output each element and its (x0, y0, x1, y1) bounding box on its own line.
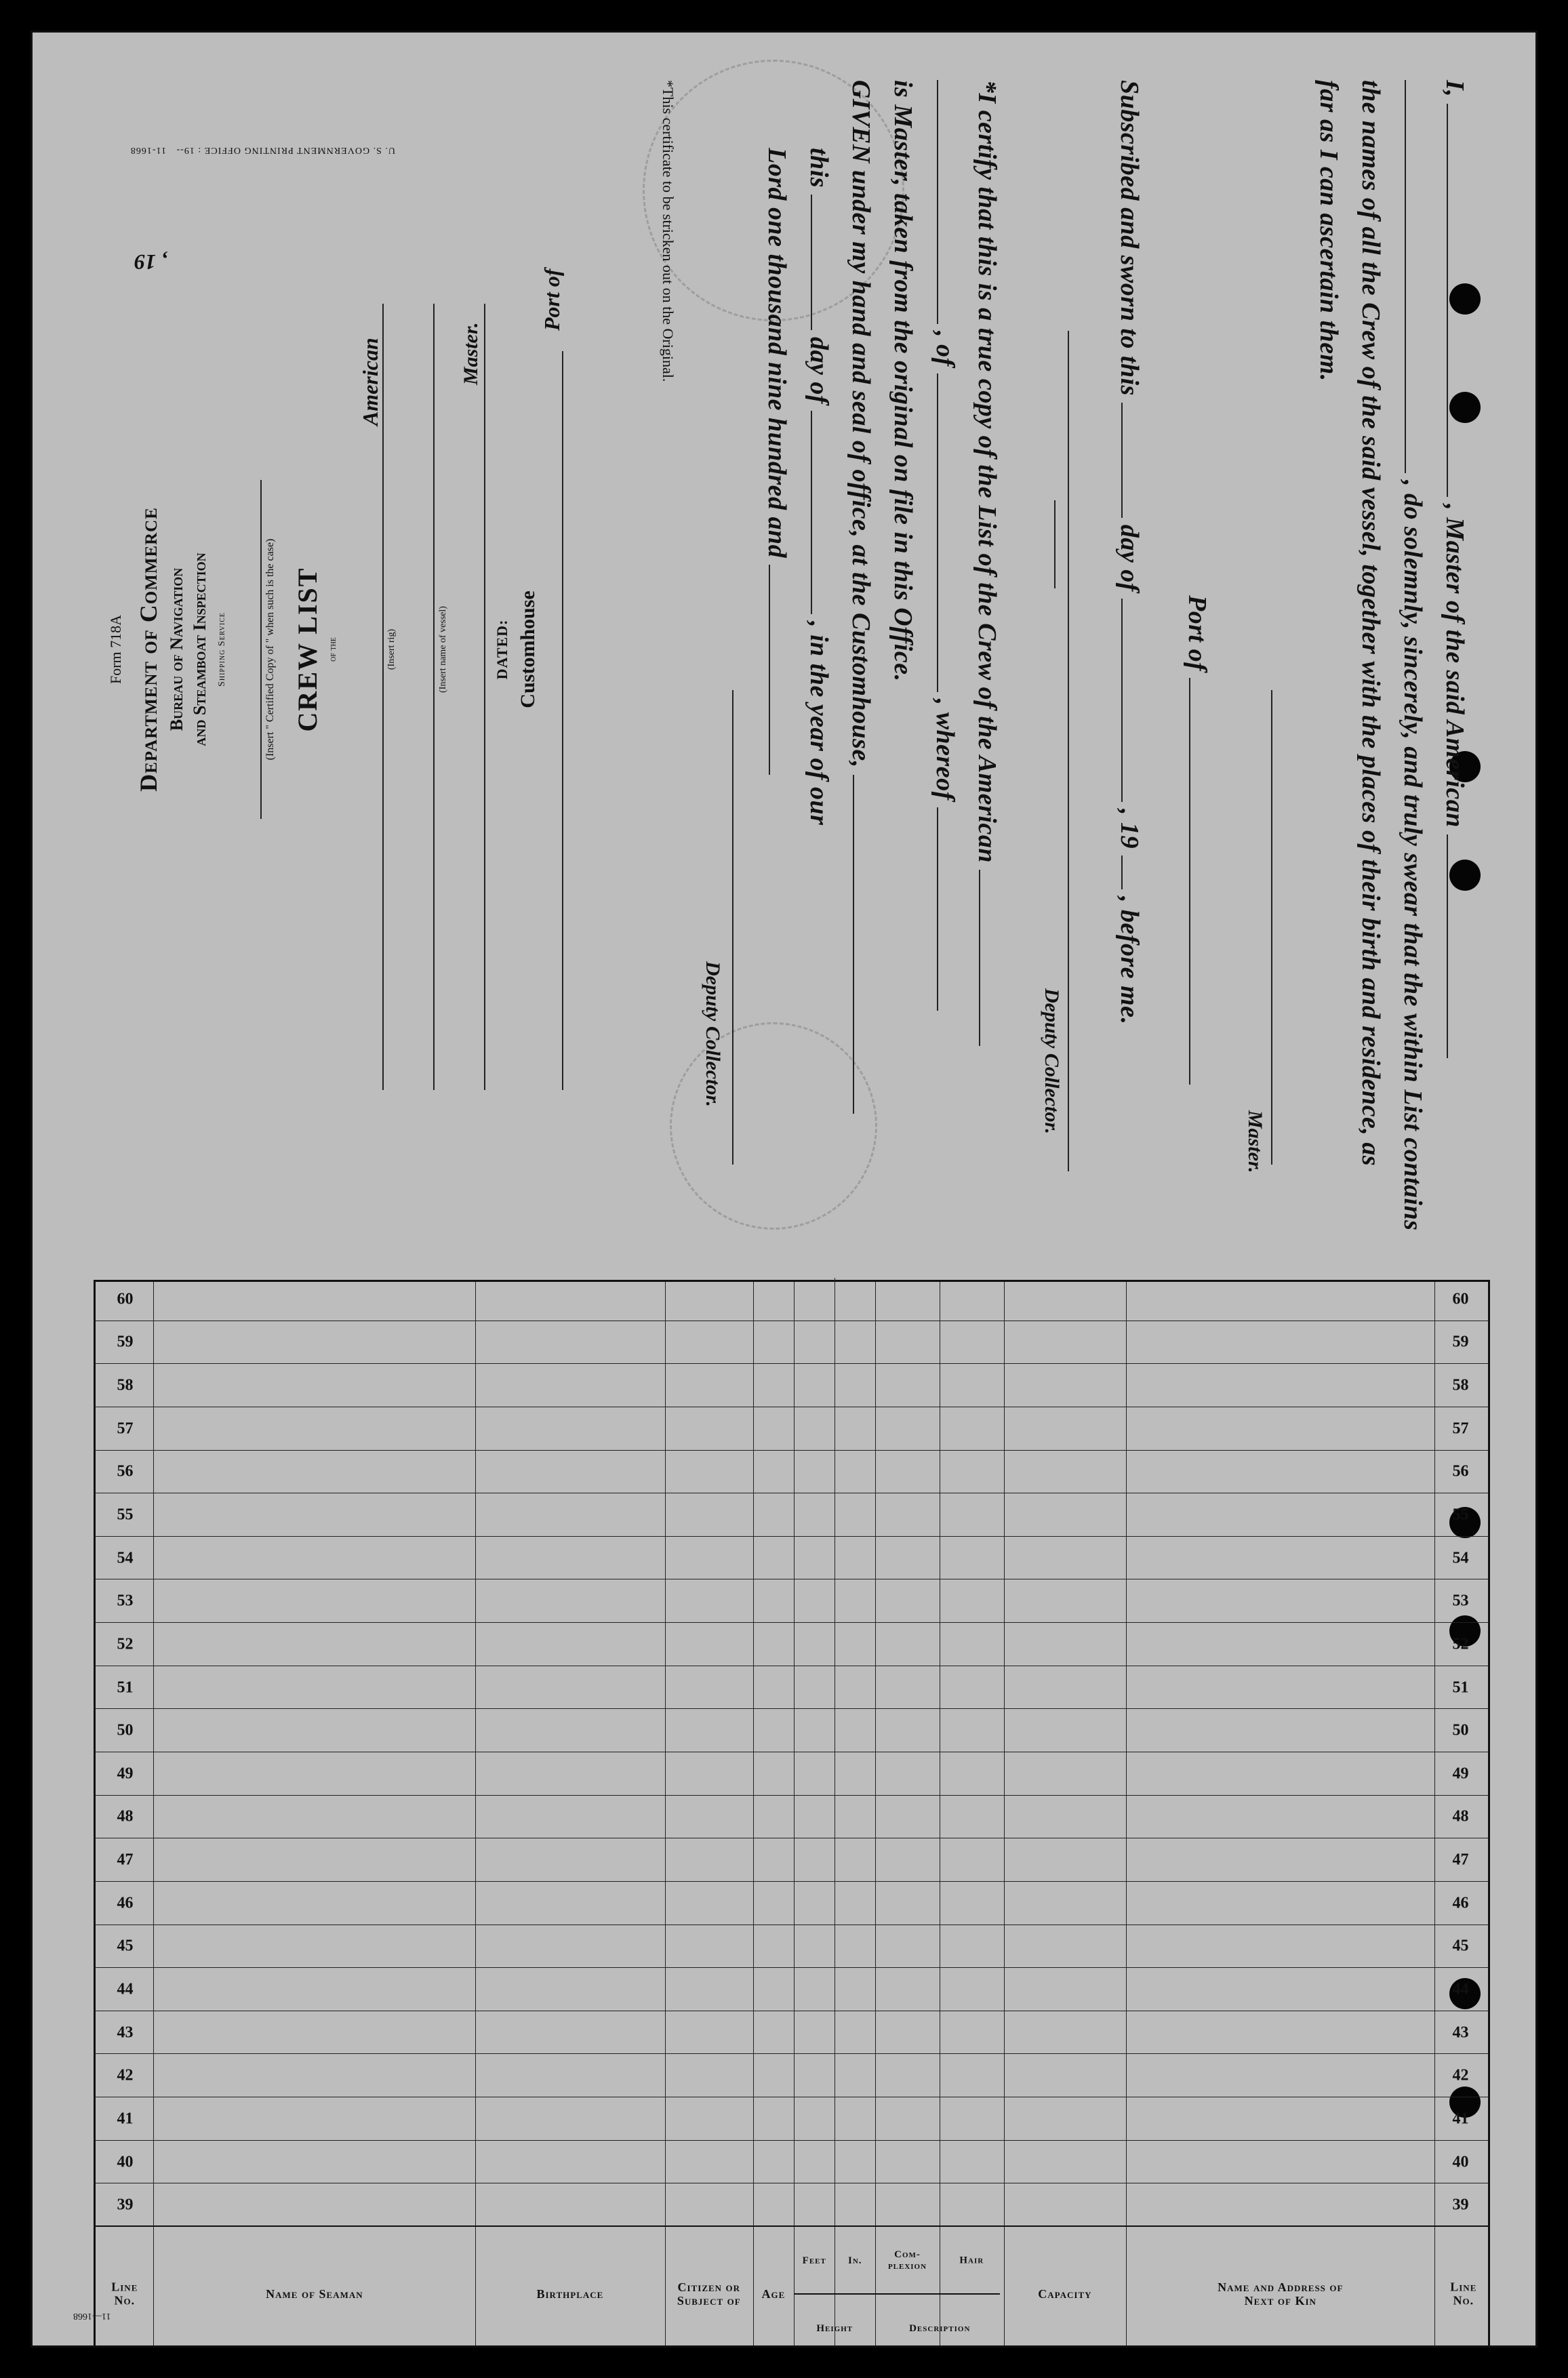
this-day-blank[interactable] (811, 195, 813, 330)
table-row-number: 56 (1452, 1462, 1469, 1480)
crew-table-frame (94, 1280, 1490, 2347)
citizen-header-text: Citizen or Subject of (677, 2280, 741, 2308)
age-header-text: Age (761, 2287, 786, 2301)
this-month-blank[interactable] (811, 411, 813, 614)
height-header-text: Height (816, 2322, 853, 2334)
certified-copy-note: (Insert " Certified Copy of " when such is the case) (264, 538, 276, 761)
table-row-number: 57 (1452, 1419, 1469, 1438)
vessel-rig-blank[interactable] (1405, 80, 1407, 473)
certify-vessel-blank[interactable] (979, 870, 981, 1046)
crew-table (94, 1280, 1490, 2347)
height-desc-header-split (794, 2293, 1000, 2295)
row-divider (96, 1450, 1488, 1451)
inches-header (835, 2227, 875, 2295)
column-divider (665, 1282, 666, 2347)
master-name-blank[interactable] (1447, 104, 1449, 497)
insert-name-note: (Insert name of vessel) (438, 606, 448, 693)
hair-header-text: Hair (959, 2255, 984, 2266)
column-divider (153, 1282, 154, 2347)
form-number: Form 718A (107, 614, 124, 685)
table-row-number: 41 (1452, 2110, 1469, 2128)
table-row-number: 43 (1452, 2023, 1469, 2042)
certify-port-blank[interactable] (937, 374, 939, 692)
subscribed-day-of: day of (1115, 524, 1144, 592)
oath-master-of: , Master of the said American (1441, 504, 1469, 828)
line-no-header-text: Line No. (110, 2280, 138, 2308)
inches-header-text: In. (847, 2255, 862, 2266)
name-of-seaman-header-text: Name of Seaman (265, 2287, 363, 2301)
age-header (753, 2227, 794, 2347)
this-day-of: day of (805, 337, 833, 405)
row-divider (96, 1795, 1488, 1796)
table-row-number: 51 (1452, 1678, 1469, 1697)
crew-list-form-page (31, 31, 1537, 2347)
column-divider (794, 1282, 795, 2347)
description-header-text: Description (908, 2322, 971, 2334)
subscribed-day-blank[interactable] (1121, 403, 1123, 518)
certify-vessel-name-blank[interactable] (937, 80, 939, 324)
given-customhouse-blank[interactable] (853, 775, 855, 1114)
capacity-header (1004, 2227, 1126, 2347)
table-row-number: 59 (117, 1333, 134, 1351)
certify-master-blank[interactable] (937, 807, 939, 1011)
column-divider (475, 1282, 476, 2347)
row-divider (96, 1967, 1488, 1968)
bottom-code: 11—1668 (73, 2311, 111, 2321)
subscribed-year-blank[interactable] (1121, 855, 1123, 889)
subscribed-19: , 19 (1115, 808, 1144, 849)
printer-line: U. S. GOVERNMENT PRINTING OFFICE : 19-- 11-1668 (129, 145, 395, 155)
oath-swear-text: , do solemnly, sincerely, and truly swear that the within List contains (1399, 480, 1427, 1231)
certify-whereof: , whereof (931, 698, 959, 801)
table-row-number: 54 (117, 1549, 134, 1567)
american-label: American (358, 338, 382, 426)
column-divider (1434, 1282, 1435, 2347)
table-row-number: 54 (1452, 1549, 1469, 1567)
row-divider (96, 1536, 1488, 1537)
column-divider (875, 1282, 876, 2347)
row-divider (96, 1363, 1488, 1364)
table-row-number: 39 (117, 2196, 134, 2214)
table-row-number: 47 (117, 1851, 134, 1869)
master-signature-label: Master. (1244, 1110, 1266, 1173)
table-row-number: 42 (117, 2066, 134, 2084)
deputy-collector-label-1: Deputy Collector. (1041, 988, 1063, 1134)
table-row-number: 44 (1452, 1980, 1469, 1998)
table-row-number: 48 (1452, 1807, 1469, 1826)
table-row-number: 44 (117, 1980, 134, 1998)
port-blank[interactable] (1189, 678, 1191, 1085)
bureau-line-1: Bureau of Navigation (167, 567, 186, 731)
table-row-number: 55 (117, 1506, 134, 1524)
column-divider (1004, 1282, 1005, 2347)
row-divider (96, 1881, 1488, 1882)
line-no-header (96, 2227, 153, 2347)
port-of-label: Port of (540, 268, 564, 331)
feet-header-text: Feet (802, 2255, 826, 2266)
complexion-header-text: Com- plexion (887, 2249, 927, 2272)
table-row-number: 57 (117, 1419, 134, 1438)
table-row-number: 40 (1452, 2153, 1469, 2171)
row-divider (96, 1924, 1488, 1925)
column-divider (753, 1282, 754, 2347)
table-row-number: 46 (1452, 1894, 1469, 1912)
docket-cover (107, 155, 568, 1144)
row-divider (96, 1622, 1488, 1623)
table-row-number: 50 (1452, 1721, 1469, 1739)
master-line[interactable] (483, 304, 485, 1090)
table-row-number: 42 (1452, 2066, 1469, 2084)
port-line[interactable] (561, 351, 563, 1090)
table-row-number: 53 (1452, 1592, 1469, 1610)
table-row-number: 41 (117, 2110, 134, 2128)
master-label: Master. (460, 322, 482, 385)
table-row-number: 40 (117, 2153, 134, 2171)
citizen-header (665, 2227, 753, 2347)
certify-text: *I certify that this is a true copy of the List of the Crew of the American (973, 80, 1001, 863)
crew-list-title: CREW LIST (292, 567, 323, 732)
this-year-of-our: , in the year of our (805, 621, 833, 826)
table-row-number: 51 (117, 1678, 134, 1697)
deputy-short-line (1054, 500, 1056, 588)
table-row-number: 48 (117, 1807, 134, 1826)
line-no-header-right (1434, 2227, 1492, 2347)
next-of-kin-header-text: Name and Address of Next of Kin (1217, 2280, 1344, 2308)
subscribed-text: Subscribed and sworn to this (1115, 80, 1144, 396)
master-taken-line: is Master, taken from the original on file in this Office. (889, 80, 917, 682)
row-divider (96, 2140, 1488, 2141)
deputy-signature-line-2[interactable] (732, 690, 734, 1165)
vessel-name-blank[interactable] (1447, 834, 1449, 1058)
table-row-number: 43 (117, 2023, 134, 2042)
table-row-number: 50 (117, 1721, 134, 1739)
deputy-collector-label-2: Deputy Collector. (702, 961, 724, 1107)
lord-year-blank[interactable] (769, 565, 771, 775)
certified-copy-line[interactable] (260, 480, 262, 819)
table-row-number: 45 (117, 1937, 134, 1955)
column-divider (1126, 1282, 1127, 2347)
table-row-number: 49 (117, 1765, 134, 1783)
subscribed-before-me: , before me. (1115, 895, 1144, 1025)
table-row-number: 49 (1452, 1765, 1469, 1783)
deputy-signature-line-1[interactable] (1068, 331, 1070, 1171)
table-row-number: 55 (1452, 1506, 1469, 1524)
table-row-number: 39 (1452, 2196, 1469, 2214)
bureau-line-2: and Steamboat Inspection (190, 552, 209, 746)
table-row-number: 47 (1452, 1851, 1469, 1869)
oath-line-4: far as I can ascertain them. (1314, 80, 1343, 382)
subscribed-month-blank[interactable] (1121, 599, 1123, 802)
table-row-number: 58 (117, 1376, 134, 1394)
dated-label: DATED: (494, 619, 510, 680)
vessel-name-line[interactable] (433, 304, 435, 1090)
certify-of: , of (931, 331, 959, 367)
feet-header (794, 2227, 835, 2295)
table-row-number: 45 (1452, 1937, 1469, 1955)
hair-header (940, 2227, 1004, 2295)
table-row-number: 58 (1452, 1376, 1469, 1394)
year-19-label: , 19 (134, 250, 167, 275)
table-row-number: 60 (1452, 1290, 1469, 1308)
this-text: this (805, 148, 833, 188)
table-row-number: 46 (117, 1894, 134, 1912)
customhouse-label: Customhouse (517, 590, 539, 708)
oath-i: I, (1441, 80, 1469, 98)
birthplace-header (475, 2227, 665, 2347)
lord-text: Lord one thousand nine hundred and (763, 148, 791, 559)
department-title: Department of Commerce (135, 507, 162, 792)
birthplace-header-text: Birthplace (536, 2287, 604, 2301)
master-signature-line[interactable] (1271, 690, 1273, 1165)
description-header (875, 2295, 1004, 2347)
insert-rig-note: (Insert rig) (386, 628, 397, 670)
next-of-kin-header (1126, 2227, 1434, 2347)
line-no-header-right-text: Line No. (1449, 2280, 1477, 2308)
table-row-number: 60 (117, 1290, 134, 1308)
table-row-number: 56 (117, 1462, 134, 1480)
of-the-label: of the (328, 637, 338, 662)
height-header (794, 2295, 875, 2347)
shipping-service: Shipping Service (217, 612, 227, 687)
row-divider (96, 2053, 1488, 2054)
oath-line-3: the names of all the Crew of the said vessel, together with the places of their birth and residence, as (1356, 80, 1385, 1167)
complexion-header (875, 2227, 940, 2295)
given-text: GIVEN under my hand and seal of office, at the Customhouse, (847, 80, 875, 768)
capacity-header-text: Capacity (1038, 2287, 1092, 2301)
table-row-number: 59 (1452, 1333, 1469, 1351)
table-row-number: 53 (117, 1592, 134, 1610)
table-row-number: 52 (117, 1635, 134, 1653)
oath-certificate (656, 80, 1470, 1231)
port-of-label: Port of (1183, 595, 1211, 672)
certificate-footnote: *This certificate to be stricken out on the Original. (660, 80, 677, 382)
row-divider (96, 1708, 1488, 1709)
table-row-number: 52 (1452, 1635, 1469, 1653)
name-of-seaman-header (153, 2227, 475, 2347)
